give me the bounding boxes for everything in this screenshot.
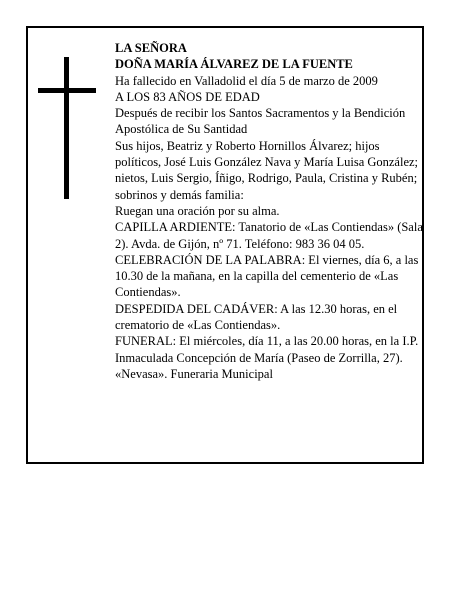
notice-title: LA SEÑORA	[115, 41, 187, 55]
obituary-notice	[26, 26, 424, 464]
funeral-home: «Nevasa». Funeraria Municipal	[115, 366, 273, 381]
cross-horizontal-bar	[38, 88, 96, 93]
funeral-info: FUNERAL: El miércoles, día 11, a las 20.00 horas, en la I.P. Inmaculada Concepción de María (Paseo de Zorrilla, 27).	[115, 334, 419, 365]
cross-icon	[38, 57, 96, 199]
notice-text	[115, 40, 423, 382]
cross-vertical-bar	[64, 57, 69, 199]
sacraments-line: Después de recibir los Santos Sacramentos y la Bendición Apostólica de Su Santidad	[115, 106, 406, 137]
celebration-info: CELEBRACIÓN DE LA PALABRA: El viernes, día 6, a las 10.30 de la mañana, en la capilla del cementerio de «Las Contiendas».	[115, 252, 419, 300]
deceased-name: DOÑA MARÍA ÁLVAREZ DE LA FUENTE	[115, 57, 353, 72]
family-list: Sus hijos, Beatriz y Roberto Hornillos Álvarez; hijos políticos, José Luis González Nava y María Luisa González; nietos, Luis Sergio, Íñigo, Rodrigo, Paula, Cristina y Rubén; sobrinos y demás familia:	[115, 138, 419, 202]
chapel-info: CAPILLA ARDIENTE: Tanatorio de «Las Contiendas» (Sala 2). Avda. de Gijón, nº 71. Teléfono: 983 36 04 05.	[115, 220, 423, 251]
death-date: Ha fallecido en Valladolid el día 5 de marzo de 2009	[115, 73, 378, 88]
prayer-request: Ruegan una oración por su alma.	[115, 203, 280, 218]
farewell-info: DESPEDIDA DEL CADÁVER: A las 12.30 horas, en el crematorio de «Las Contiendas».	[115, 301, 398, 333]
deceased-age: A LOS 83 AÑOS DE EDAD	[115, 89, 260, 104]
